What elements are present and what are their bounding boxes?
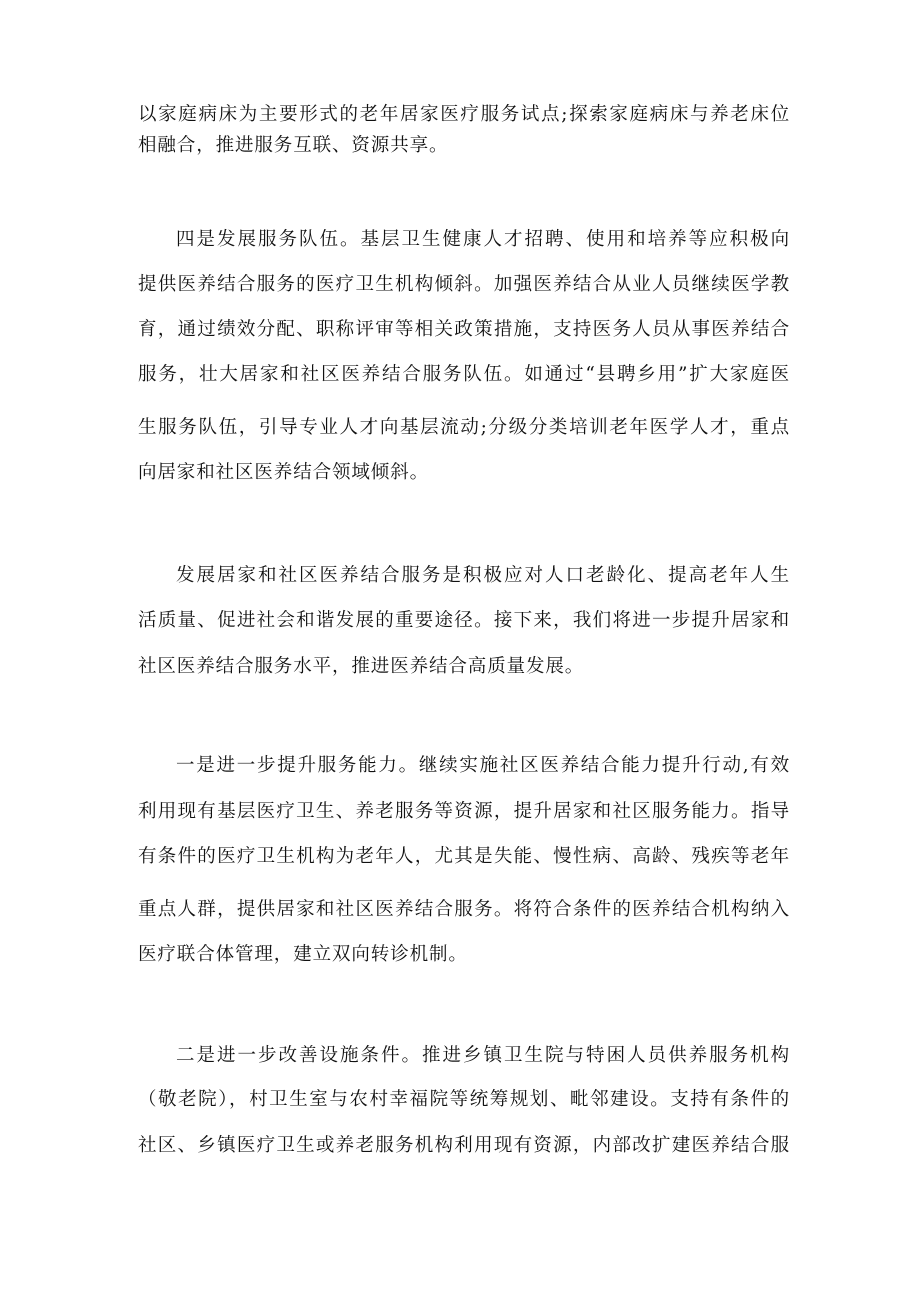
text-line: （敬老院），村卫生室与农村幸福院等统筹规划、毗邻建设。支持有条件的 [138, 1089, 790, 1110]
text-line: 有条件的医疗卫生机构为老年人，尤其是失能、慢性病、高龄、残疾等老年 [138, 846, 790, 867]
text-line: 服务，壮大居家和社区医养结合服务队伍。如通过“县聘乡用”扩大家庭医 [138, 364, 790, 385]
text-line: 医疗联合体管理，建立双向转诊机制。 [138, 944, 468, 965]
text-line: 重点人群，提供居家和社区医养结合服务。将符合条件的医养结合机构纳入 [138, 899, 790, 920]
text-line: 一是进一步提升服务能力。继续实施社区医养结合能力提升行动,有效 [176, 755, 790, 776]
text-line: 育，通过绩效分配、职称评审等相关政策措施，支持医务人员从事医养结合 [138, 319, 790, 340]
text-line: 社区医养结合服务水平，推进医养结合高质量发展。 [138, 656, 585, 677]
text-line: 向居家和社区医养结合领域倾斜。 [138, 462, 430, 483]
text-line: 社区、乡镇医疗卫生或养老服务机构利用现有资源，内部改扩建医养结合服 [138, 1135, 790, 1156]
text-line: 提供医养结合服务的医疗卫生机构倾斜。加强医养结合从业人员继续医学教 [138, 274, 790, 295]
text-line: 发展居家和社区医养结合服务是积极应对人口老龄化、提高老年人生 [176, 565, 790, 586]
text-line: 利用现有基层医疗卫生、养老服务等资源，提升居家和社区服务能力。指导 [138, 801, 790, 822]
text-line: 四是发展服务队伍。基层卫生健康人才招聘、使用和培养等应积极向 [176, 229, 790, 250]
text-line: 活质量、促进社会和谐发展的重要途径。接下来，我们将进一步提升居家和 [138, 610, 790, 631]
text-line: 二是进一步改善设施条件。推进乡镇卫生院与特困人员供养服务机构 [176, 1045, 790, 1066]
text-line: 以家庭病床为主要形式的老年居家医疗服务试点;探索家庭病床与养老床位 [138, 104, 790, 125]
text-line: 相融合，推进服务互联、资源共享。 [138, 135, 449, 156]
text-line: 生服务队伍，引导专业人才向基层流动;分级分类培训老年医学人才，重点 [138, 417, 790, 438]
